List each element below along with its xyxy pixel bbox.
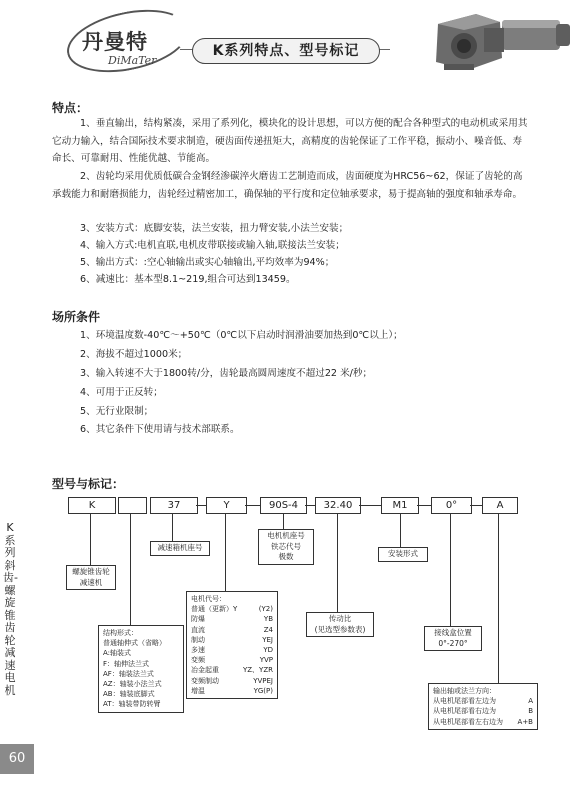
logo-script: DiMaTer [108, 54, 157, 67]
code-motor-frame: 90S-4 [260, 497, 307, 514]
output-row: 从电机尾部看左边为 A [433, 697, 533, 706]
structure-line: A:轴装式 [103, 649, 132, 658]
structure-box [98, 625, 184, 713]
connector [450, 513, 451, 626]
label-mounting: 安装形式 [378, 547, 428, 562]
structure-line: AF：轴装法兰式 [103, 669, 154, 678]
motor-code-row: 防爆 YB [191, 615, 273, 624]
feature-item-4: 4、输入方式:电机直联,电机皮带联接或输入轴,联接法兰安装； [80, 240, 345, 251]
output-title: 输出轴或法兰方向： [433, 687, 496, 695]
label-motor-frame: 电机机座号 铁芯代号 极数 [258, 529, 314, 565]
condition-item: 4、可用于正反转； [80, 387, 163, 398]
code-size: 37 [150, 497, 198, 514]
features-heading: 特点： [52, 101, 89, 115]
motor-code-row: 增温 YG(P) [191, 686, 273, 695]
structure-title: 结构形式： [103, 629, 138, 637]
condition-item: 6、其它条件下使用请与技术部联系。 [80, 424, 240, 435]
code-dash [417, 505, 431, 506]
model-heading: 型号与标记： [52, 477, 125, 491]
feature-item-6: 6、减速比：基本型8.1~219,组合可达到13459。 [80, 274, 296, 285]
output-row: 从电机尾部看右边为 B [433, 707, 533, 716]
code-ratio: 32.40 [315, 497, 361, 514]
feature-item-1: 1、垂直输出，结构紧凑，采用了系列化，模块化的设计思想，可以方便的配合各种型式的电动机或采用其它动力输入，结合国际技术要求制造，硬齿面传递扭矩大，高精度的齿轮保证了工作平稳，振动小、噪音低、寿命长、可靠耐用、性能优越、节能高。 [52, 118, 528, 165]
output-direction-box [428, 683, 538, 730]
structure-line: AZ：轴装小法兰式 [103, 680, 162, 689]
gearbox-image [424, 6, 574, 74]
motor-code-row: 制动 YEJ [191, 635, 273, 644]
motor-code-row: 多速 YD [191, 646, 273, 655]
condition-item: 3、输入转速不大于1800转/分，齿轮最高圆周速度不超过22 米/秒； [80, 368, 373, 379]
motor-code-row: 直流 Z4 [191, 625, 273, 634]
condition-item: 5、无行业限制； [80, 406, 154, 417]
connector [400, 513, 401, 547]
code-output: A [482, 497, 518, 514]
connector [498, 513, 499, 683]
label-terminal-box: 接线盒位置 0°-270° [424, 626, 482, 651]
label-reducer-type: 螺旋锥齿轮 减速机 [66, 565, 116, 590]
code-mounting: M1 [381, 497, 419, 514]
side-section-title: K系列斜齿-螺旋锥齿轮减速电机 [3, 521, 18, 697]
motor-code-row: 变频 YVP [191, 656, 273, 665]
code-terminal: 0° [431, 497, 472, 514]
label-ratio: 传动比 (见选型参数表) [306, 612, 374, 637]
logo-text: 丹曼特 [82, 30, 148, 54]
motor-codes-box [186, 591, 278, 699]
conditions-heading: 场所条件 [52, 310, 101, 324]
connector [337, 513, 338, 612]
motor-codes-title: 电机代号： [191, 595, 226, 603]
connector [283, 513, 284, 529]
connector [225, 513, 226, 591]
motor-code-row: 普通（更新）Y (Y2) [191, 605, 273, 614]
feature-item-5: 5、输出方式：:空心轴输出或实心轴输出,平均效率为94%； [80, 257, 335, 268]
structure-line: AB：轴装底脚式 [103, 690, 155, 699]
code-motor-type: Y [206, 497, 247, 514]
connector [130, 513, 131, 625]
connector [172, 513, 173, 541]
code-dash [196, 505, 206, 506]
structure-line: F：轴伸法兰式 [103, 659, 150, 668]
motor-code-row: 冶金起重 YZ、YZR [191, 666, 273, 675]
feature-item-3: 3、安装方式：底脚安装，法兰安装，扭力臂安装,小法兰安装； [80, 223, 349, 234]
structure-line: 普通轴伸式（省略） [103, 639, 166, 648]
page-number: 60 [0, 744, 34, 774]
code-dash [305, 505, 315, 506]
label-housing-size: 减速箱机座号 [150, 541, 210, 556]
feature-item-2: 2、齿轮均采用优质低碳合金钢经渗碳淬火磨齿工艺制造而成，齿面硬度为HRC56~62，保证了齿轮的高承载能力和耐磨损能力，齿轮经过精密加工，确保轴的平行度和定位轴承要求，易于提高轴的强度和轴承寿命。 [52, 171, 523, 200]
condition-item: 2、海拔不超过1000米； [80, 349, 188, 360]
motor-code-row: 变频制动 YVPEJ [191, 676, 273, 685]
output-row: 从电机尾部看左右边为 A+B [433, 717, 533, 726]
code-dash [470, 505, 482, 506]
connector [90, 513, 91, 565]
code-dash [245, 505, 260, 506]
page-title: K系列特点、型号标记 [192, 38, 380, 64]
structure-line: AT：轴装带防转臂 [103, 700, 161, 709]
code-k: K [68, 497, 116, 514]
code-dash [359, 505, 381, 506]
code-structure [118, 497, 147, 514]
condition-item: 1、环境温度数-40℃～+50℃（0℃以下启动时润滑油要加热到0℃以上）； [80, 330, 403, 341]
